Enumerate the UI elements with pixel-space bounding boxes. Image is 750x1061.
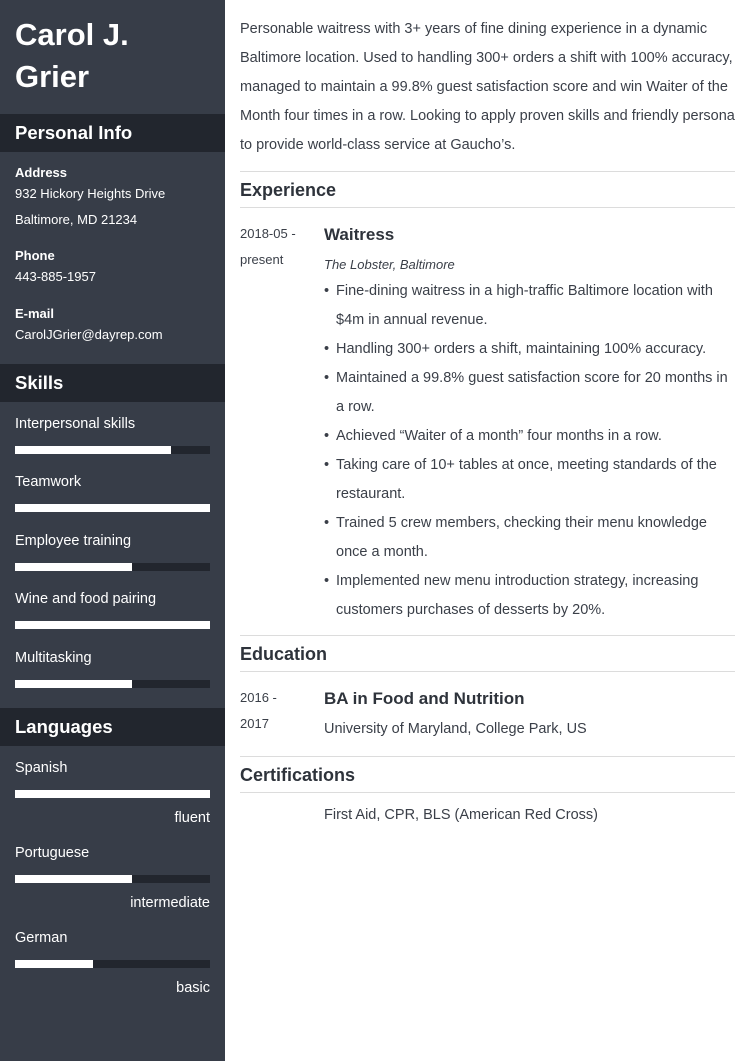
address-block bbox=[15, 164, 215, 233]
language-item bbox=[15, 759, 210, 829]
address-line-1: 932 Hickory Heights Drive bbox=[15, 186, 166, 201]
sidebar bbox=[0, 0, 225, 1061]
skill-name: Employee training bbox=[15, 533, 132, 549]
candidate-name bbox=[0, 0, 225, 100]
skill-bar-fill bbox=[15, 446, 171, 454]
language-name: Portuguese bbox=[15, 845, 90, 861]
phone-label: Phone bbox=[15, 248, 55, 263]
address-line-2: Baltimore, MD 21234 bbox=[15, 212, 138, 227]
job-bullet: • Maintained a 99.8% guest satisfaction score for 20 months in a row. bbox=[324, 364, 735, 422]
language-bar-fill bbox=[15, 790, 210, 798]
skill-item bbox=[15, 649, 210, 667]
education-heading: Education bbox=[240, 635, 735, 672]
email-block bbox=[15, 305, 215, 348]
job-bullet: • Implemented new menu introduction strategy, increasing customers purchases of desserts by 20%. bbox=[324, 567, 735, 625]
job-bullet: • Fine-dining waitress in a high-traffic Baltimore location with $4m in annual revenue. bbox=[324, 277, 735, 335]
language-name: German bbox=[15, 930, 68, 946]
email-label: E-mail bbox=[15, 306, 55, 321]
skill-bar bbox=[15, 563, 210, 571]
email-value: CarolJGrier@dayrep.com bbox=[15, 327, 163, 342]
language-level: intermediate bbox=[130, 895, 210, 911]
job-bullet: • Taking care of 10+ tables at once, meeting standards of the restaurant. bbox=[324, 451, 735, 509]
skill-bar bbox=[15, 621, 210, 629]
language-level: basic bbox=[176, 980, 210, 996]
skill-bar bbox=[15, 446, 210, 454]
language-name: Spanish bbox=[15, 760, 68, 776]
school-name: University of Maryland, College Park, US bbox=[324, 721, 587, 737]
name-line-1: Carol J. bbox=[15, 17, 129, 52]
certifications-heading: Certifications bbox=[240, 756, 735, 793]
job-date bbox=[240, 221, 296, 273]
skill-bar-fill bbox=[15, 621, 210, 629]
experience-heading: Experience bbox=[240, 171, 735, 208]
skill-item bbox=[15, 415, 210, 433]
education-date-start: 2016 - bbox=[240, 690, 277, 705]
job-title: Waitress bbox=[324, 225, 395, 244]
skill-bar-fill bbox=[15, 504, 210, 512]
language-bar-fill bbox=[15, 875, 132, 883]
skill-name: Wine and food pairing bbox=[15, 591, 157, 607]
phone-value: 443-885-1957 bbox=[15, 269, 96, 284]
languages-heading: Languages bbox=[0, 708, 225, 746]
skill-bar-fill bbox=[15, 680, 132, 688]
skill-item bbox=[15, 532, 210, 550]
address-label: Address bbox=[15, 165, 68, 180]
language-bar bbox=[15, 960, 210, 968]
skill-item bbox=[15, 590, 210, 608]
language-bar-fill bbox=[15, 960, 93, 968]
job-bullets bbox=[324, 277, 735, 625]
degree-title: BA in Food and Nutrition bbox=[324, 689, 525, 708]
job-bullet: • Handling 300+ orders a shift, maintaining 100% accuracy. bbox=[324, 335, 735, 364]
language-item bbox=[15, 844, 210, 914]
job-date-end: present bbox=[240, 252, 284, 267]
skill-item bbox=[15, 473, 210, 491]
skill-name: Teamwork bbox=[15, 474, 82, 490]
name-line-2: Grier bbox=[15, 59, 90, 94]
skill-bar-fill bbox=[15, 563, 132, 571]
summary-text: Personable waitress with 3+ years of fine dining experience in a dynamic Baltimore location. Used to handling 300+ orders a shift with 100% accuracy, managed to maintain a 99.8% guest satisfaction score and win Waiter of the Month four times in a row. Looking to apply proven skills and friendly persona to provide world-class service at Gaucho’s. bbox=[240, 21, 735, 153]
skill-name: Multitasking bbox=[15, 650, 92, 666]
job-company: The Lobster, Baltimore bbox=[324, 257, 455, 272]
skill-bar bbox=[15, 680, 210, 688]
phone-block bbox=[15, 247, 215, 290]
skill-name: Interpersonal skills bbox=[15, 416, 136, 432]
education-date-end: 2017 bbox=[240, 716, 269, 731]
job-bullet: • Achieved “Waiter of a month” four months in a row. bbox=[324, 422, 735, 451]
skills-heading: Skills bbox=[0, 364, 225, 402]
personal-info-heading: Personal Info bbox=[0, 114, 225, 152]
job-bullet: • Trained 5 crew members, checking their menu knowledge once a month. bbox=[324, 509, 735, 567]
language-bar bbox=[15, 790, 210, 798]
language-bar bbox=[15, 875, 210, 883]
language-level: fluent bbox=[174, 810, 210, 826]
education-date bbox=[240, 685, 277, 737]
job-date-start: 2018-05 - bbox=[240, 226, 296, 241]
certification-item: First Aid, CPR, BLS (American Red Cross) bbox=[324, 807, 598, 823]
skill-bar bbox=[15, 504, 210, 512]
language-item bbox=[15, 929, 210, 999]
